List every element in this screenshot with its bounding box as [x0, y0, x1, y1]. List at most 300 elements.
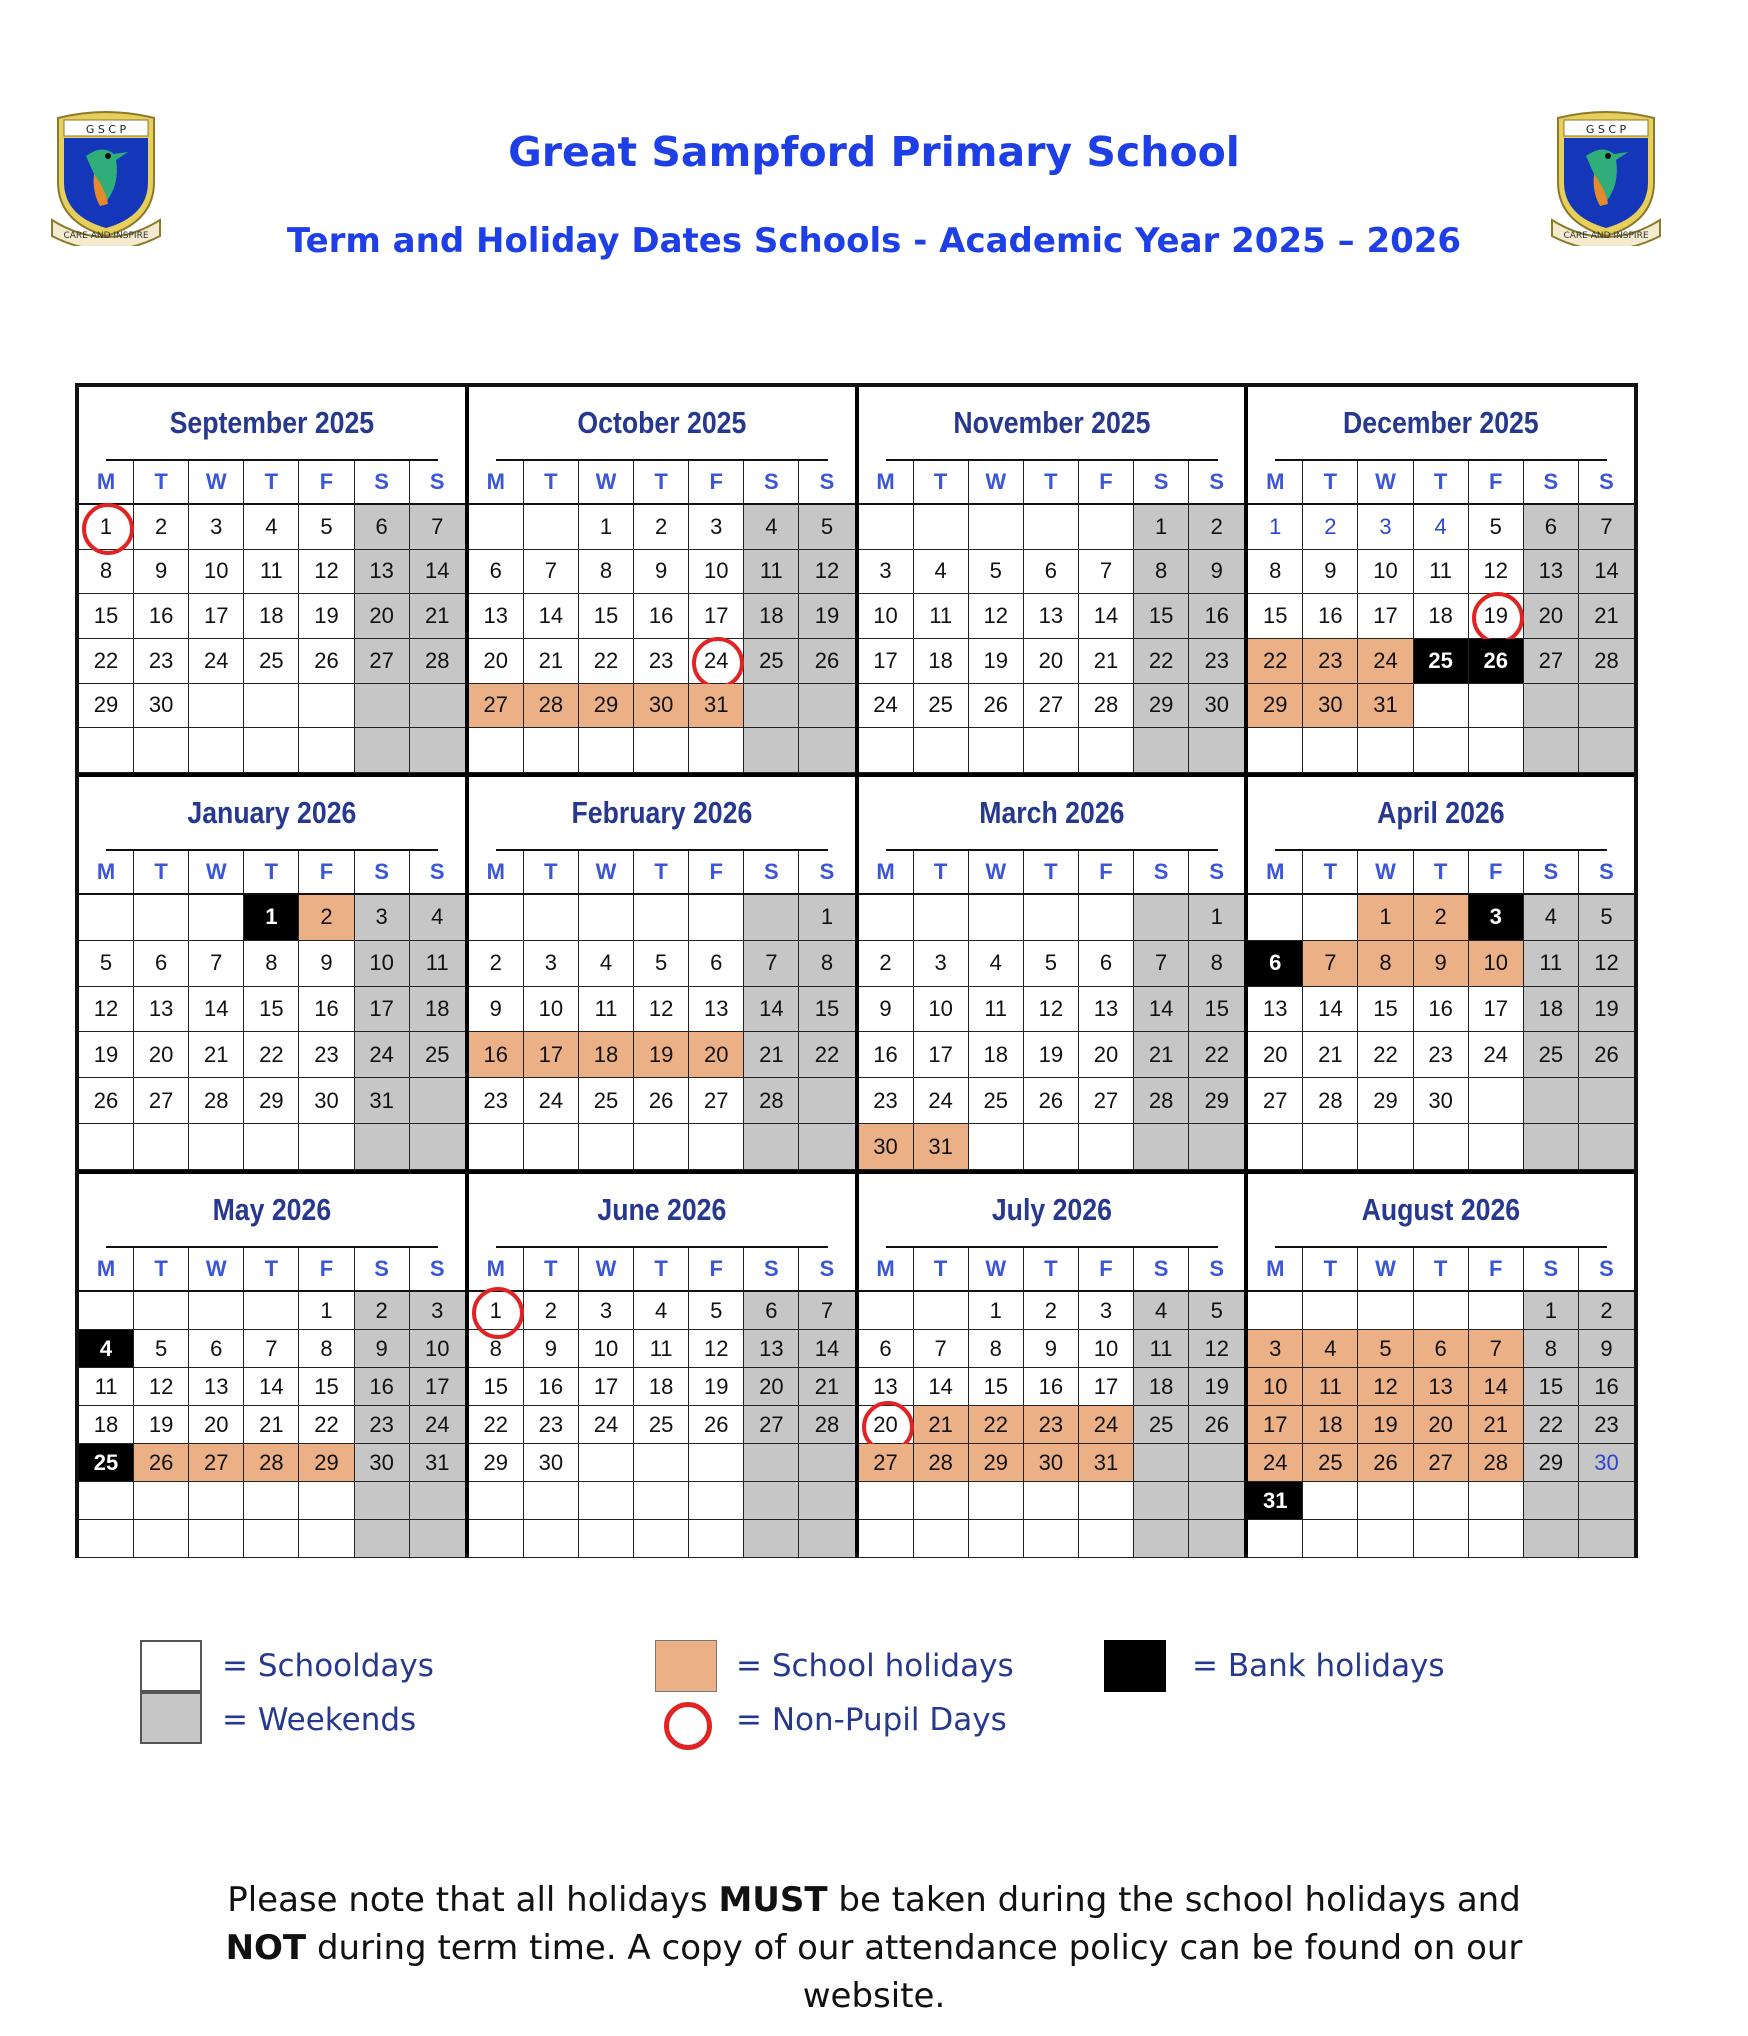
calendar-day: 6: [1079, 941, 1134, 987]
calendar-day: 8: [1358, 941, 1413, 987]
calendar-day: 2: [1189, 505, 1244, 550]
calendar-empty-cell: [969, 505, 1024, 550]
calendar-day: 4: [969, 941, 1024, 987]
calendar-empty-cell: [1469, 1520, 1524, 1558]
weekday-header: T: [524, 1248, 579, 1292]
weekday-header: T: [1024, 461, 1079, 505]
weekday-header: W: [969, 1248, 1024, 1292]
calendar-day: 28: [799, 1406, 854, 1444]
calendar-day: 13: [1524, 550, 1579, 595]
calendar-day: 17: [1358, 594, 1413, 639]
month-calendar: [1248, 1174, 1634, 1558]
calendar-empty-cell: [744, 1482, 799, 1520]
calendar-day: 28: [1079, 684, 1134, 729]
calendar-day: 26: [134, 1444, 189, 1482]
weekday-header: F: [1469, 851, 1524, 895]
calendar-empty-cell: [189, 895, 244, 941]
calendar-day: 27: [1414, 1444, 1469, 1482]
month-calendar: [79, 777, 465, 1170]
calendar-empty-cell: [1303, 1520, 1358, 1558]
weekday-header: M: [79, 1248, 134, 1292]
weekday-header: M: [859, 461, 914, 505]
calendar-empty-cell: [914, 1520, 969, 1558]
weekday-header: F: [1469, 1248, 1524, 1292]
calendar-day: 28: [744, 1078, 799, 1124]
calendar-empty-cell: [1414, 728, 1469, 773]
month-day-grid: [859, 851, 1245, 1170]
calendar-day: 6: [1024, 550, 1079, 595]
calendar-day: 26: [634, 1078, 689, 1124]
calendar-day: 22: [1134, 639, 1189, 684]
weekday-header: F: [1469, 461, 1524, 505]
calendar-empty-cell: [1189, 1444, 1244, 1482]
calendar-day: 6: [1524, 505, 1579, 550]
calendar-empty-cell: [79, 1482, 134, 1520]
calendar-day: 29: [969, 1444, 1024, 1482]
calendar-day: 5: [1469, 505, 1524, 550]
calendar-empty-cell: [1134, 1444, 1189, 1482]
calendar-day: 12: [1024, 987, 1079, 1033]
calendar-day: 28: [410, 639, 465, 684]
calendar-day: 22: [1358, 1032, 1413, 1078]
calendar-day: 13: [859, 1368, 914, 1406]
calendar-day: 3: [914, 941, 969, 987]
calendar-empty-cell: [410, 1078, 465, 1124]
weekday-header: M: [1248, 851, 1303, 895]
calendar-day: 29: [1524, 1444, 1579, 1482]
calendar-empty-cell: [1579, 728, 1634, 773]
calendar-day: 18: [914, 639, 969, 684]
calendar-day: 20: [1414, 1406, 1469, 1444]
svg-text:CARE AND INSPIRE: CARE AND INSPIRE: [63, 231, 149, 241]
calendar-day: 30: [1579, 1444, 1634, 1482]
calendar-day: 6: [859, 1330, 914, 1368]
calendar-day: 30: [134, 684, 189, 729]
calendar-day: 12: [634, 987, 689, 1033]
month-title: August 2026: [1275, 1174, 1607, 1248]
calendar-day: 26: [1024, 1078, 1079, 1124]
calendar-empty-cell: [1303, 1482, 1358, 1520]
calendar-day: 11: [744, 550, 799, 595]
calendar-empty-cell: [634, 1124, 689, 1170]
calendar-day: 1: [1358, 895, 1413, 941]
calendar-day: 28: [189, 1078, 244, 1124]
calendar-day: 30: [355, 1444, 410, 1482]
calendar-empty-cell: [355, 1124, 410, 1170]
calendar-empty-cell: [689, 895, 744, 941]
calendar-empty-cell: [244, 1482, 299, 1520]
school-crest-logo: [50, 104, 162, 246]
calendar-day: 14: [914, 1368, 969, 1406]
calendar-day: 19: [689, 1368, 744, 1406]
calendar-day: 17: [524, 1032, 579, 1078]
calendar-empty-cell: [189, 728, 244, 773]
calendar-empty-cell: [1189, 728, 1244, 773]
weekday-header: T: [1414, 461, 1469, 505]
calendar-empty-cell: [744, 1520, 799, 1558]
calendar-day: 5: [1579, 895, 1634, 941]
calendar-day: 6: [744, 1292, 799, 1330]
calendar-day: 9: [524, 1330, 579, 1368]
calendar-day: 20: [189, 1406, 244, 1444]
calendar-day: 25: [744, 639, 799, 684]
legend-weekends-label: = Weekends: [222, 1702, 417, 1738]
month-day-grid: [469, 461, 855, 773]
calendar-day: 28: [1134, 1078, 1189, 1124]
calendar-empty-cell: [1079, 895, 1134, 941]
calendar-empty-cell: [1469, 1078, 1524, 1124]
calendar-day: 26: [689, 1406, 744, 1444]
calendar-empty-cell: [1524, 728, 1579, 773]
calendar-empty-cell: [579, 895, 634, 941]
calendar-empty-cell: [1024, 728, 1079, 773]
calendar-day: 13: [189, 1368, 244, 1406]
calendar-day: 15: [969, 1368, 1024, 1406]
calendar-day: 10: [189, 550, 244, 595]
weekday-header: M: [79, 461, 134, 505]
calendar-day: 24: [1469, 1032, 1524, 1078]
calendar-empty-cell: [799, 1482, 854, 1520]
calendar-day: 23: [1024, 1406, 1079, 1444]
calendar-empty-cell: [355, 728, 410, 773]
calendar-day: 13: [689, 987, 744, 1033]
weekday-header: T: [134, 851, 189, 895]
weekday-header: M: [1248, 1248, 1303, 1292]
svg-text:G S C P: G S C P: [85, 123, 127, 136]
calendar-empty-cell: [1579, 1482, 1634, 1520]
month-title: February 2026: [496, 777, 828, 851]
calendar-day: 15: [579, 594, 634, 639]
calendar-day: 11: [1303, 1368, 1358, 1406]
weekday-header: W: [189, 851, 244, 895]
calendar-day: 19: [299, 594, 354, 639]
calendar-day: 25: [579, 1078, 634, 1124]
calendar-day: 17: [189, 594, 244, 639]
calendar-empty-cell: [1303, 1124, 1358, 1170]
calendar-day: 9: [355, 1330, 410, 1368]
weekday-header: M: [469, 1248, 524, 1292]
calendar-empty-cell: [1469, 728, 1524, 773]
calendar-empty-cell: [969, 895, 1024, 941]
calendar-day: 20: [1079, 1032, 1134, 1078]
weekday-header: W: [969, 851, 1024, 895]
calendar-day: 11: [969, 987, 1024, 1033]
calendar-empty-cell: [1248, 728, 1303, 773]
calendar-day: 24: [914, 1078, 969, 1124]
calendar-day: 3: [524, 941, 579, 987]
calendar-empty-cell: [524, 728, 579, 773]
calendar-day: 13: [744, 1330, 799, 1368]
calendar-empty-cell: [914, 505, 969, 550]
weekday-header: T: [634, 461, 689, 505]
calendar-day: 7: [744, 941, 799, 987]
calendar-empty-cell: [299, 1482, 354, 1520]
note-text: be taken during the school holidays and: [827, 1880, 1521, 1920]
calendar-day: 25: [244, 639, 299, 684]
calendar-day: 9: [1579, 1330, 1634, 1368]
calendar-day: 26: [1579, 1032, 1634, 1078]
calendar-day: 5: [634, 941, 689, 987]
weekday-header: M: [859, 1248, 914, 1292]
calendar-empty-cell: [859, 1482, 914, 1520]
calendar-day: 15: [1524, 1368, 1579, 1406]
calendar-day: 20: [1524, 594, 1579, 639]
calendar-day: 10: [689, 550, 744, 595]
calendar-empty-cell: [469, 728, 524, 773]
month-calendar: [859, 387, 1245, 773]
calendar-day: 22: [969, 1406, 1024, 1444]
calendar-day: 7: [524, 550, 579, 595]
calendar-day: 18: [1134, 1368, 1189, 1406]
calendar-day: 9: [859, 987, 914, 1033]
calendar-empty-cell: [1134, 728, 1189, 773]
school-title: Great Sampford Primary School: [508, 128, 1240, 176]
weekday-header: T: [914, 1248, 969, 1292]
calendar-day: 8: [299, 1330, 354, 1368]
calendar-day: 7: [799, 1292, 854, 1330]
weekday-header: T: [1414, 1248, 1469, 1292]
calendar-day: 24: [579, 1406, 634, 1444]
calendar-day: 25: [410, 1032, 465, 1078]
calendar-day: 3: [689, 505, 744, 550]
weekday-header: S: [1189, 1248, 1244, 1292]
weekday-header: M: [469, 851, 524, 895]
calendar-day: 13: [1414, 1368, 1469, 1406]
calendar-day: 7: [1303, 941, 1358, 987]
calendar-empty-cell: [244, 1292, 299, 1330]
calendar-empty-cell: [189, 1124, 244, 1170]
month-title: December 2025: [1275, 387, 1607, 461]
page-subtitle: Term and Holiday Dates Schools - Academic Year 2025 – 2026: [286, 221, 1462, 261]
calendar-empty-cell: [355, 684, 410, 729]
calendar-day: 24: [355, 1032, 410, 1078]
calendar-empty-cell: [799, 1078, 854, 1124]
month-day-grid: [469, 1248, 855, 1558]
calendar-day: 11: [1414, 550, 1469, 595]
calendar-day: 18: [410, 987, 465, 1033]
weekday-header: S: [1524, 1248, 1579, 1292]
calendar-day: 3: [410, 1292, 465, 1330]
calendar-day: 14: [244, 1368, 299, 1406]
calendar-day: 12: [689, 1330, 744, 1368]
calendar-day: 5: [1189, 1292, 1244, 1330]
calendar-day: 19: [1024, 1032, 1079, 1078]
calendar-empty-cell: [79, 728, 134, 773]
calendar-empty-cell: [1134, 1482, 1189, 1520]
calendar-day: 27: [469, 684, 524, 729]
weekday-header: T: [1303, 851, 1358, 895]
calendar-day: 29: [299, 1444, 354, 1482]
month-day-grid: [1248, 461, 1634, 773]
calendar-empty-cell: [299, 684, 354, 729]
weekday-header: S: [744, 461, 799, 505]
calendar-day: 25: [1524, 1032, 1579, 1078]
calendar-day: 2: [524, 1292, 579, 1330]
calendar-empty-cell: [410, 684, 465, 729]
calendar-day: 25: [914, 684, 969, 729]
calendar-day: 12: [299, 550, 354, 595]
calendar-day: 14: [1579, 550, 1634, 595]
academic-calendar: [75, 383, 1638, 1558]
weekday-header: F: [299, 1248, 354, 1292]
calendar-empty-cell: [469, 1124, 524, 1170]
calendar-day: 3: [579, 1292, 634, 1330]
month-title: October 2025: [496, 387, 828, 461]
calendar-empty-cell: [799, 1444, 854, 1482]
calendar-day: 10: [410, 1330, 465, 1368]
calendar-day: 28: [1303, 1078, 1358, 1124]
calendar-empty-cell: [579, 1482, 634, 1520]
calendar-day: 27: [1524, 639, 1579, 684]
month-calendar: [469, 777, 855, 1170]
calendar-empty-cell: [1358, 1482, 1413, 1520]
calendar-day: 14: [1079, 594, 1134, 639]
calendar-empty-cell: [1579, 1124, 1634, 1170]
month-calendar: [469, 1174, 855, 1558]
month-title: June 2026: [496, 1174, 828, 1248]
calendar-day: 13: [1079, 987, 1134, 1033]
calendar-day: 20: [1248, 1032, 1303, 1078]
weekday-header: T: [524, 461, 579, 505]
calendar-day: 30: [1303, 684, 1358, 729]
calendar-day: 27: [134, 1078, 189, 1124]
calendar-day: 9: [1024, 1330, 1079, 1368]
weekday-header: S: [410, 461, 465, 505]
weekday-header: T: [134, 461, 189, 505]
calendar-day: 8: [1248, 550, 1303, 595]
calendar-empty-cell: [244, 1124, 299, 1170]
weekday-header: S: [1134, 461, 1189, 505]
weekday-header: T: [1303, 461, 1358, 505]
calendar-day: 3: [859, 550, 914, 595]
calendar-day: 20: [1024, 639, 1079, 684]
weekday-header: T: [914, 851, 969, 895]
calendar-day: 9: [1414, 941, 1469, 987]
calendar-empty-cell: [469, 895, 524, 941]
calendar-day: 27: [355, 639, 410, 684]
calendar-empty-cell: [744, 1124, 799, 1170]
calendar-day: 30: [1024, 1444, 1079, 1482]
weekday-header: W: [1358, 461, 1413, 505]
calendar-day: 5: [1358, 1330, 1413, 1368]
weekday-header: T: [634, 1248, 689, 1292]
calendar-day: 5: [969, 550, 1024, 595]
calendar-empty-cell: [299, 728, 354, 773]
calendar-day: 28: [244, 1444, 299, 1482]
calendar-empty-cell: [1248, 1124, 1303, 1170]
calendar-empty-cell: [469, 505, 524, 550]
month-calendar: [859, 1174, 1245, 1558]
weekday-header: M: [1248, 461, 1303, 505]
calendar-day: 21: [1134, 1032, 1189, 1078]
calendar-day: 15: [469, 1368, 524, 1406]
weekday-header: T: [634, 851, 689, 895]
calendar-day: 17: [1469, 987, 1524, 1033]
calendar-day: 5: [79, 941, 134, 987]
calendar-empty-cell: [79, 895, 134, 941]
legend-non-pupil-label: = Non-Pupil Days: [736, 1702, 1007, 1738]
calendar-empty-cell: [744, 895, 799, 941]
calendar-day: 26: [799, 639, 854, 684]
calendar-day: 16: [1189, 594, 1244, 639]
non-pupil-ring-icon: [664, 1702, 712, 1750]
month-day-grid: [469, 851, 855, 1170]
calendar-empty-cell: [579, 1444, 634, 1482]
calendar-day: 9: [469, 987, 524, 1033]
weekday-header: M: [79, 851, 134, 895]
calendar-day: 22: [579, 639, 634, 684]
calendar-day: 17: [579, 1368, 634, 1406]
calendar-day: 30: [859, 1124, 914, 1170]
calendar-day: 16: [1303, 594, 1358, 639]
weekday-header: S: [355, 1248, 410, 1292]
calendar-day: 16: [299, 987, 354, 1033]
calendar-day: 16: [355, 1368, 410, 1406]
calendar-day: 21: [1469, 1406, 1524, 1444]
calendar-day: 4: [410, 895, 465, 941]
calendar-day: 12: [1579, 941, 1634, 987]
calendar-day: 18: [79, 1406, 134, 1444]
weekday-header: T: [524, 851, 579, 895]
calendar-day: 1: [799, 895, 854, 941]
weekday-header: W: [579, 461, 634, 505]
legend-bank-holidays-label: = Bank holidays: [1192, 1648, 1445, 1684]
weekday-header: S: [1524, 851, 1579, 895]
calendar-day: 6: [689, 941, 744, 987]
calendar-empty-cell: [634, 1520, 689, 1558]
calendar-day: 8: [1524, 1330, 1579, 1368]
legend: [0, 1640, 1748, 1760]
calendar-empty-cell: [859, 895, 914, 941]
calendar-day: 16: [634, 594, 689, 639]
calendar-day: 7: [1079, 550, 1134, 595]
calendar-day: 30: [1414, 1078, 1469, 1124]
calendar-empty-cell: [1024, 1520, 1079, 1558]
calendar-day: 14: [189, 987, 244, 1033]
calendar-day: 17: [1079, 1368, 1134, 1406]
calendar-day: 18: [969, 1032, 1024, 1078]
calendar-day: 21: [1079, 639, 1134, 684]
calendar-day: 12: [79, 987, 134, 1033]
calendar-empty-cell: [1303, 1292, 1358, 1330]
calendar-day: 5: [299, 505, 354, 550]
calendar-empty-cell: [969, 728, 1024, 773]
calendar-day: 4: [1414, 505, 1469, 550]
calendar-day: 27: [189, 1444, 244, 1482]
calendar-empty-cell: [410, 728, 465, 773]
calendar-day: 15: [244, 987, 299, 1033]
calendar-day: 16: [469, 1032, 524, 1078]
calendar-empty-cell: [1524, 1124, 1579, 1170]
calendar-day: 19: [134, 1406, 189, 1444]
calendar-day: 6: [189, 1330, 244, 1368]
calendar-empty-cell: [244, 684, 299, 729]
calendar-day: 10: [914, 987, 969, 1033]
calendar-empty-cell: [1079, 1124, 1134, 1170]
calendar-empty-cell: [1524, 1520, 1579, 1558]
calendar-empty-cell: [410, 1520, 465, 1558]
calendar-empty-cell: [1358, 728, 1413, 773]
calendar-day: 24: [689, 639, 744, 684]
calendar-empty-cell: [134, 1520, 189, 1558]
calendar-day: 1: [299, 1292, 354, 1330]
weekday-header: S: [1579, 461, 1634, 505]
calendar-day: 26: [1189, 1406, 1244, 1444]
calendar-day: 10: [1469, 941, 1524, 987]
calendar-day: 27: [1079, 1078, 1134, 1124]
calendar-day: 7: [1134, 941, 1189, 987]
month-title: January 2026: [106, 777, 438, 851]
